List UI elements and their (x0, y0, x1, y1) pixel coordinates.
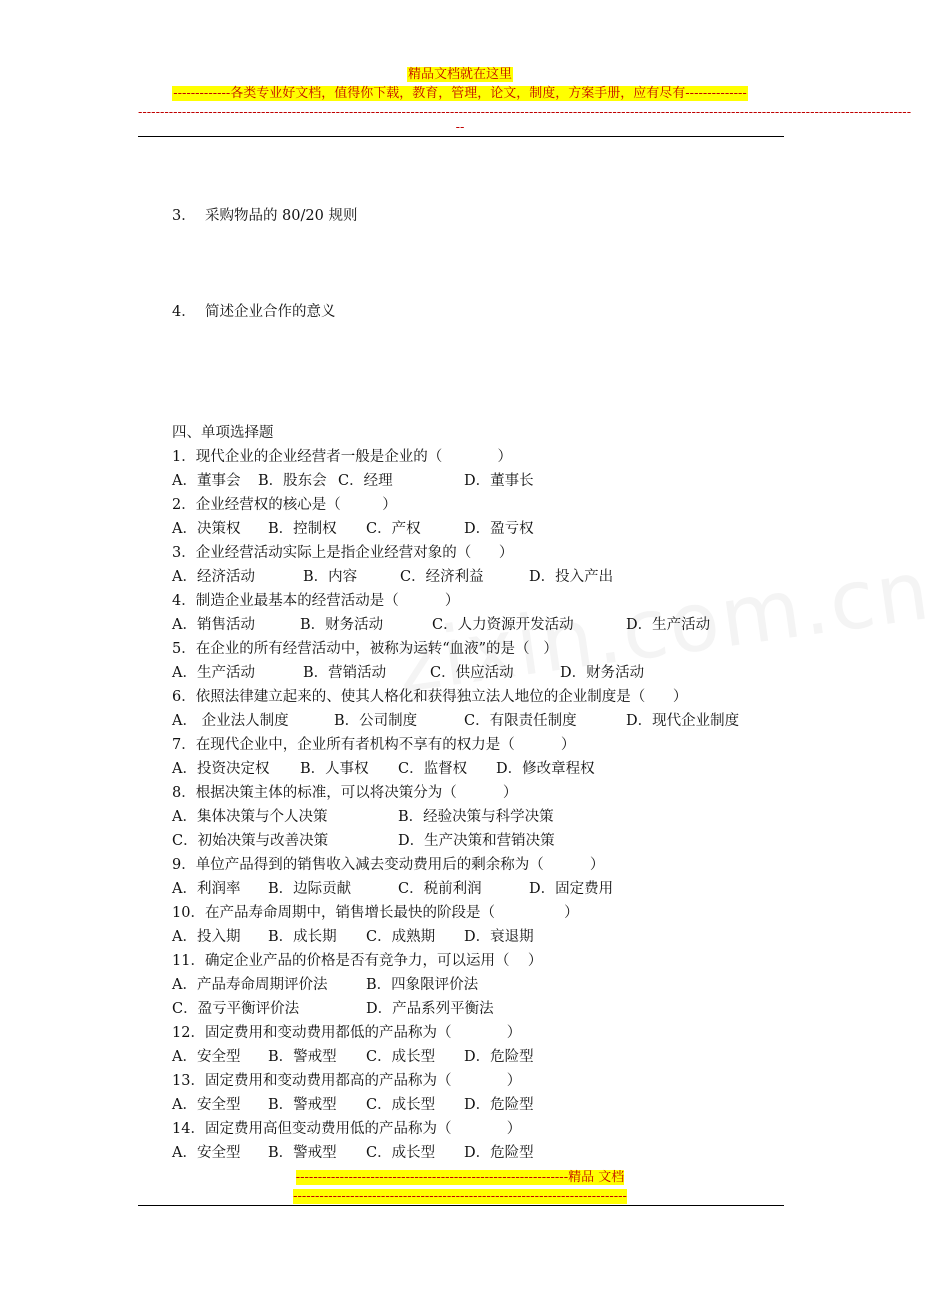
header-dash-tail: -- (455, 120, 465, 135)
option-c: C．经理 (338, 473, 393, 489)
header-title: 精品文档就在这里 (407, 67, 512, 82)
mc-question-8: 8．根据决策主体的标准，可以将决策分为（ ） (172, 785, 518, 801)
option-d: D．生产活动 (626, 617, 711, 633)
mc-question-4: 4．制造企业最基本的经营活动是（ ） (172, 593, 460, 609)
option-a: A．产品寿命周期评价法 (172, 977, 328, 993)
option-c: C．人力资源开发活动 (432, 617, 574, 633)
option-b: B．警戒型 (268, 1145, 337, 1161)
option-a: A．经济活动 (172, 569, 255, 585)
option-a: A．利润率 (172, 881, 241, 897)
option-d: D．固定费用 (529, 881, 614, 897)
option-a: A．销售活动 (172, 617, 255, 633)
option-c: C．经济利益 (400, 569, 484, 585)
option-b: B．经验决策与科学决策 (398, 809, 554, 825)
mc-question-6: 6．依照法律建立起来的、使其人格化和获得独立法人地位的企业制度是（ ） (172, 689, 688, 705)
footer-line-2: ---------------------------------------------------------------------------- (293, 1189, 627, 1204)
mc-question-5: 5．在企业的所有经营活动中，被称为运转“血液”的是（ ） (172, 641, 558, 657)
option-c: C．成熟期 (366, 929, 436, 945)
option-a: A．董事会 (172, 473, 241, 489)
option-c: C．产权 (366, 521, 421, 537)
mc-question-7: 7．在现代企业中，企业所有者机构不享有的权力是（ ） (172, 737, 576, 753)
option-c: C．成长型 (366, 1145, 436, 1161)
option-a: A．生产活动 (172, 665, 255, 681)
option-b: B．公司制度 (334, 713, 418, 729)
option-c: C．成长型 (366, 1049, 436, 1065)
mc-question-13: 13．固定费用和变动费用都高的产品称为（ ） (172, 1073, 522, 1089)
question-4: 4． 简述企业合作的意义 (172, 304, 336, 320)
option-b: B．边际贡献 (268, 881, 352, 897)
option-d: D．财务活动 (560, 665, 645, 681)
option-b: B．财务活动 (300, 617, 384, 633)
option-a: A．安全型 (172, 1145, 241, 1161)
option-a: A．安全型 (172, 1049, 241, 1065)
option-b: B．人事权 (300, 761, 369, 777)
mc-question-9: 9．单位产品得到的销售收入减去变动费用后的剩余称为（ ） (172, 857, 605, 873)
option-d: D．危险型 (464, 1145, 534, 1161)
option-c: C．监督权 (398, 761, 468, 777)
footer-line-1: --------------------------------------------------------------精品 文档 (295, 1170, 625, 1185)
header-tagline: -------------各类专业好文档，值得你下载，教育，管理，论文，制度，方案手册，应有尽有-------------- (173, 86, 747, 101)
option-c: C．供应活动 (430, 665, 514, 681)
option-b: B．股东会 (258, 473, 327, 489)
option-d: D．现代企业制度 (626, 713, 740, 729)
option-d: D．生产决策和营销决策 (398, 833, 555, 849)
option-d: D．投入产出 (529, 569, 614, 585)
option-b: B．营销活动 (303, 665, 387, 681)
option-c: C．税前利润 (398, 881, 482, 897)
option-d: D．危险型 (464, 1097, 534, 1113)
option-b: B．控制权 (268, 521, 337, 537)
question-3: 3． 采购物品的 80/20 规则 (172, 208, 358, 224)
option-b: B．内容 (303, 569, 358, 585)
option-a: A．投入期 (172, 929, 241, 945)
option-a: A．决策权 (172, 521, 241, 537)
mc-question-14: 14．固定费用高但变动费用低的产品称为（ ） (172, 1121, 522, 1137)
section-title: 四、单项选择题 (172, 425, 274, 441)
option-a: A．安全型 (172, 1097, 241, 1113)
option-d: D．危险型 (464, 1049, 534, 1065)
option-b: B．警戒型 (268, 1049, 337, 1065)
option-a: A．投资决定权 (172, 761, 270, 777)
option-a: A．集体决策与个人决策 (172, 809, 328, 825)
option-d: D．董事长 (464, 473, 534, 489)
mc-question-3: 3．企业经营活动实际上是指企业经营对象的（ ） (172, 545, 514, 561)
mc-question-11: 11．确定企业产品的价格是否有竞争力，可以运用（ ） (172, 953, 543, 969)
option-a: A． 企业法人制度 (172, 713, 289, 729)
option-c: C．初始决策与改善决策 (172, 833, 329, 849)
option-d: D．修改章程权 (496, 761, 595, 777)
option-d: D．产品系列平衡法 (366, 1001, 494, 1017)
option-b: B．四象限评价法 (366, 977, 479, 993)
footer-rule (138, 1205, 784, 1206)
option-c: C．有限责任制度 (464, 713, 577, 729)
option-b: B．警戒型 (268, 1097, 337, 1113)
mc-question-2: 2．企业经营权的核心是（ ） (172, 497, 397, 513)
option-c: C．盈亏平衡评价法 (172, 1001, 300, 1017)
mc-question-1: 1．现代企业的企业经营者一般是企业的（ ） (172, 449, 513, 465)
header-dash-line: -------------------------------------------------------------------------------------------------------------------------------------------------------------------------------- (138, 105, 912, 120)
option-c: C．成长型 (366, 1097, 436, 1113)
option-b: B．成长期 (268, 929, 337, 945)
mc-question-12: 12．固定费用和变动费用都低的产品称为（ ） (172, 1025, 522, 1041)
option-d: D．盈亏权 (464, 521, 534, 537)
mc-question-10: 10．在产品寿命周期中，销售增长最快的阶段是（ ） (172, 905, 579, 921)
header-rule (138, 136, 784, 137)
option-d: D．衰退期 (464, 929, 534, 945)
